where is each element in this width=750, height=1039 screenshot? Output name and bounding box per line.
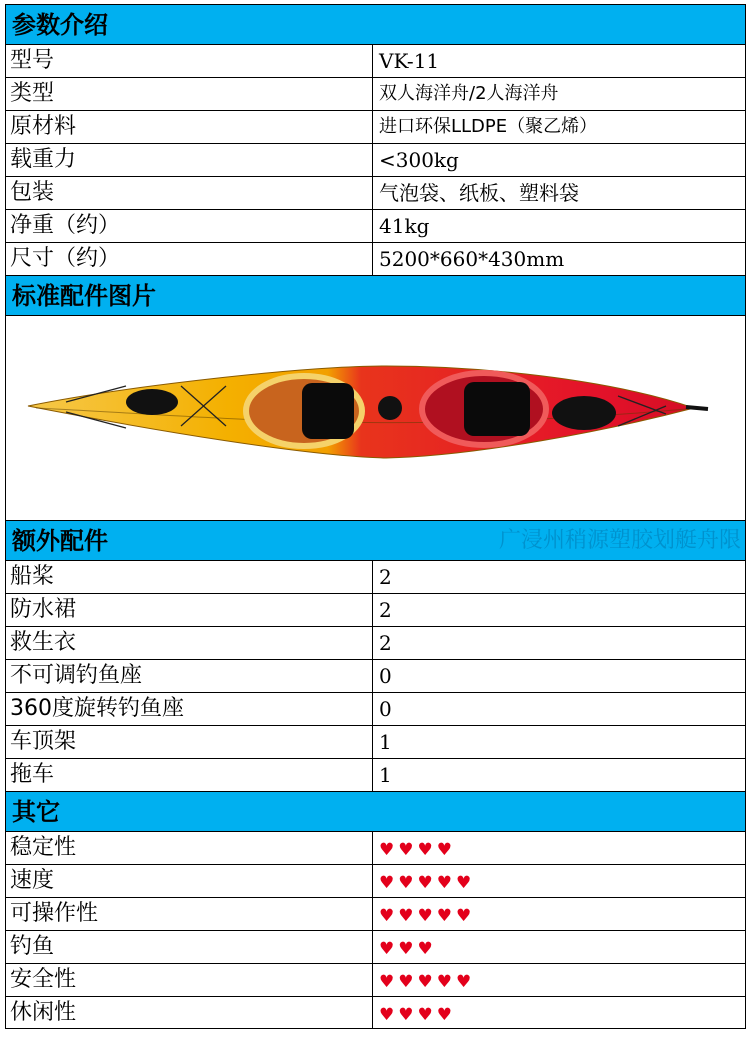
section-header-extras: [5, 520, 746, 560]
section-header-params: 参数介绍: [5, 4, 746, 44]
heart-icon: ♥: [417, 1005, 433, 1025]
extra-row: [5, 659, 746, 692]
extra-row: [5, 626, 746, 659]
heart-icon: ♥: [379, 939, 395, 959]
rating-hearts: [373, 931, 745, 963]
section-title: 额外配件: [12, 527, 108, 555]
heart-icon: ♥: [436, 972, 452, 992]
extra-row: [5, 725, 746, 758]
param-row-model: [5, 44, 746, 77]
heart-icon: ♥: [398, 873, 414, 893]
extra-label: 防水裙: [6, 594, 373, 626]
rating-hearts: [373, 832, 745, 864]
heart-icon: ♥: [417, 972, 433, 992]
param-value: 气泡袋、纸板、塑料袋: [379, 181, 579, 205]
heart-icon: ♥: [379, 972, 395, 992]
param-row-type: [5, 77, 746, 110]
heart-icon: ♥: [398, 1005, 414, 1025]
param-row-load: [5, 143, 746, 176]
extra-value: 0: [379, 697, 392, 721]
heart-icon: ♥: [379, 873, 395, 893]
heart-icon: ♥: [417, 840, 433, 860]
param-label: 净重（约）: [6, 210, 373, 242]
extra-row: [5, 692, 746, 725]
section-header-standard: 标准配件图片: [5, 275, 746, 315]
heart-icon: ♥: [456, 906, 472, 926]
watermark: 广浸州稍源塑胶划艇舟限: [498, 528, 741, 553]
rating-label: 可操作性: [6, 898, 373, 930]
extra-label: 不可调钓鱼座: [6, 660, 373, 692]
extra-value: 2: [379, 565, 392, 589]
heart-icon: ♥: [456, 972, 472, 992]
heart-icon: ♥: [379, 1005, 395, 1025]
extra-label: 360度旋转钓鱼座: [6, 693, 373, 725]
heart-icon: ♥: [436, 1005, 452, 1025]
heart-icon: ♥: [417, 873, 433, 893]
param-label: 尺寸（约）: [6, 243, 373, 275]
extra-row: [5, 593, 746, 626]
rating-row: [5, 831, 746, 864]
section-header-other: 其它: [5, 791, 746, 831]
param-value: VK-11: [379, 49, 440, 73]
heart-icon: ♥: [398, 906, 414, 926]
rating-hearts: [373, 898, 745, 930]
param-label: 原材料: [6, 111, 373, 143]
param-label: 型号: [6, 45, 373, 77]
heart-icon: ♥: [436, 873, 452, 893]
extra-value: 1: [379, 763, 392, 787]
param-row-size: [5, 242, 746, 275]
rating-row: [5, 897, 746, 930]
extra-label: 救生衣: [6, 627, 373, 659]
extra-label: 车顶架: [6, 726, 373, 758]
extra-row: [5, 560, 746, 593]
rating-label: 安全性: [6, 964, 373, 996]
param-row-material: [5, 110, 746, 143]
heart-icon: ♥: [398, 972, 414, 992]
param-value: 41kg: [379, 214, 430, 238]
heart-icon: ♥: [436, 906, 452, 926]
extra-value: 2: [379, 631, 392, 655]
spec-sheet: [5, 4, 746, 1029]
rating-label: 钓鱼: [6, 931, 373, 963]
rating-label: 稳定性: [6, 832, 373, 864]
heart-icon: ♥: [456, 873, 472, 893]
extra-value: 1: [379, 730, 392, 754]
extra-label: 船桨: [6, 561, 373, 593]
rating-row: [5, 996, 746, 1029]
heart-icon: ♥: [398, 939, 414, 959]
extra-row: [5, 758, 746, 791]
rating-hearts: [373, 964, 745, 996]
heart-icon: ♥: [417, 939, 433, 959]
rating-row: [5, 963, 746, 996]
param-value: <300kg: [379, 148, 459, 172]
param-label: 类型: [6, 78, 373, 110]
extra-value: 0: [379, 664, 392, 688]
rating-hearts: [373, 865, 745, 897]
heart-icon: ♥: [436, 840, 452, 860]
param-row-weight: [5, 209, 746, 242]
param-label: 包装: [6, 177, 373, 209]
param-value: 5200*660*430mm: [379, 247, 565, 271]
rating-hearts: [373, 997, 745, 1028]
param-value: 进口环保LLDPE（聚乙烯）: [379, 116, 598, 137]
heart-icon: ♥: [417, 906, 433, 926]
rating-row: [5, 930, 746, 963]
heart-icon: ♥: [379, 906, 395, 926]
extra-value: 2: [379, 598, 392, 622]
kayak-image: [6, 316, 745, 519]
param-value: 双人海洋舟/2人海洋舟: [379, 83, 559, 104]
kayak-photo: [5, 315, 746, 520]
extra-label: 拖车: [6, 759, 373, 791]
param-row-packing: [5, 176, 746, 209]
heart-icon: ♥: [398, 840, 414, 860]
rating-row: [5, 864, 746, 897]
rating-label: 休闲性: [6, 997, 373, 1028]
heart-icon: ♥: [379, 840, 395, 860]
rating-label: 速度: [6, 865, 373, 897]
param-label: 载重力: [6, 144, 373, 176]
